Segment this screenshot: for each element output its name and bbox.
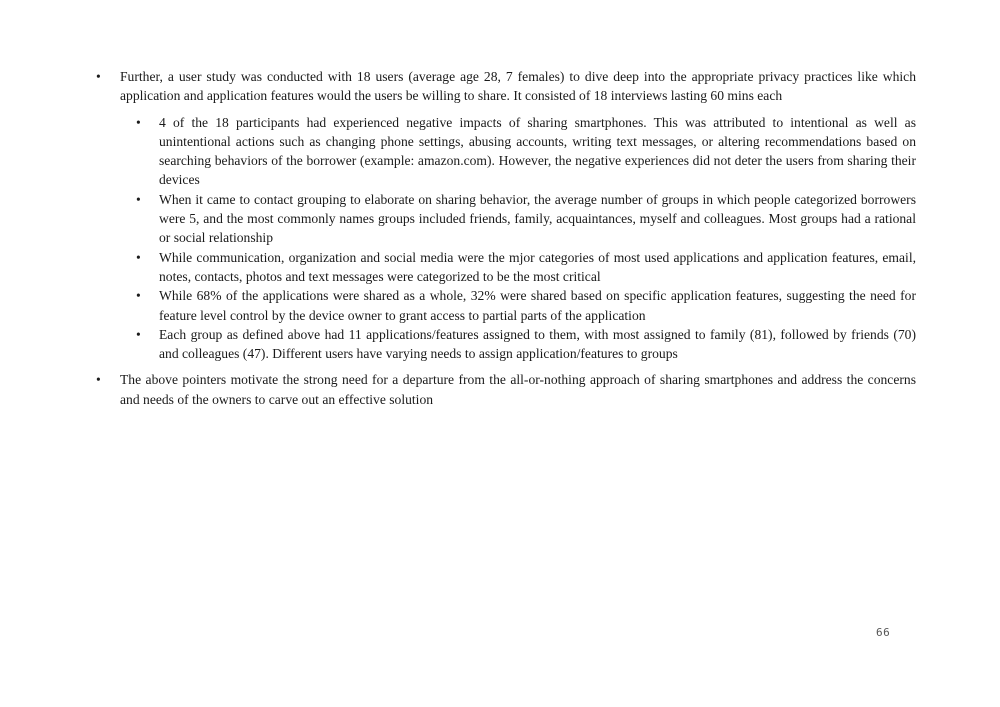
list-item	[96, 370, 916, 409]
sub-bullet-text: While 68% of the applications were shared as a whole, 32% were shared based on specific application features, suggesting the need for feature level control by the device owner to grant access to partial parts of the application	[159, 288, 916, 323]
bullet-text: The above pointers motivate the strong need for a departure from the all-or-nothing approach of sharing smartphones and address the concerns and needs of the owners to carve out an effective solution	[120, 372, 916, 407]
sub-bullet-text: Each group as defined above had 11 applications/features assigned to them, with most assigned to family (81), followed by friends (70) and colleagues (47). Different users have varying needs to assign application/features to groups	[159, 326, 916, 362]
sub-list-item	[120, 286, 916, 325]
sub-list-item	[120, 325, 916, 364]
bullet-icon: •	[136, 288, 141, 304]
bullet-icon: •	[136, 249, 141, 265]
bullet-icon: •	[96, 372, 101, 388]
sub-list-item	[120, 113, 916, 190]
slide-content	[96, 67, 916, 416]
bullet-icon: •	[96, 69, 101, 84]
bullet-icon: •	[136, 191, 141, 207]
bullet-icon: •	[136, 114, 141, 130]
sub-bullet-text: When it came to contact grouping to elaborate on sharing behavior, the average number of groups in which people categorized borrowers were 5, and the most commonly names groups included friends, family, acquaintances, myself and colleagues. Most groups had a rational or social relationship	[159, 191, 916, 246]
sub-bullet-text: 4 of the 18 participants had experienced negative impacts of sharing smartphones. This was attributed to intentional as well as unintentional actions such as changing phone settings, abusing accounts, writing text messages, or altering recommendations based on searching behaviors of the borrower (example: amazon.com). However, the negative experiences did not deter the users from sharing their devices	[159, 114, 916, 188]
bullet-list	[96, 67, 916, 409]
list-item	[96, 67, 916, 363]
sub-list-item	[120, 190, 916, 248]
bullet-icon: •	[136, 326, 141, 342]
sub-bullet-text: While communication, organization and social media were the mjor categories of most used applications and application features, email, notes, contacts, photos and text messages were categorized to be the most critical	[159, 249, 916, 284]
sub-bullet-list	[120, 113, 916, 364]
page-number: 66	[876, 626, 891, 639]
bullet-text: Further, a user study was conducted with 18 users (average age 28, 7 females) to dive deep into the appropriate privacy practices like which application and application features would the users be willing to share. It consisted of 18 interviews lasting 60 mins each	[120, 69, 916, 104]
sub-list-item	[120, 248, 916, 287]
